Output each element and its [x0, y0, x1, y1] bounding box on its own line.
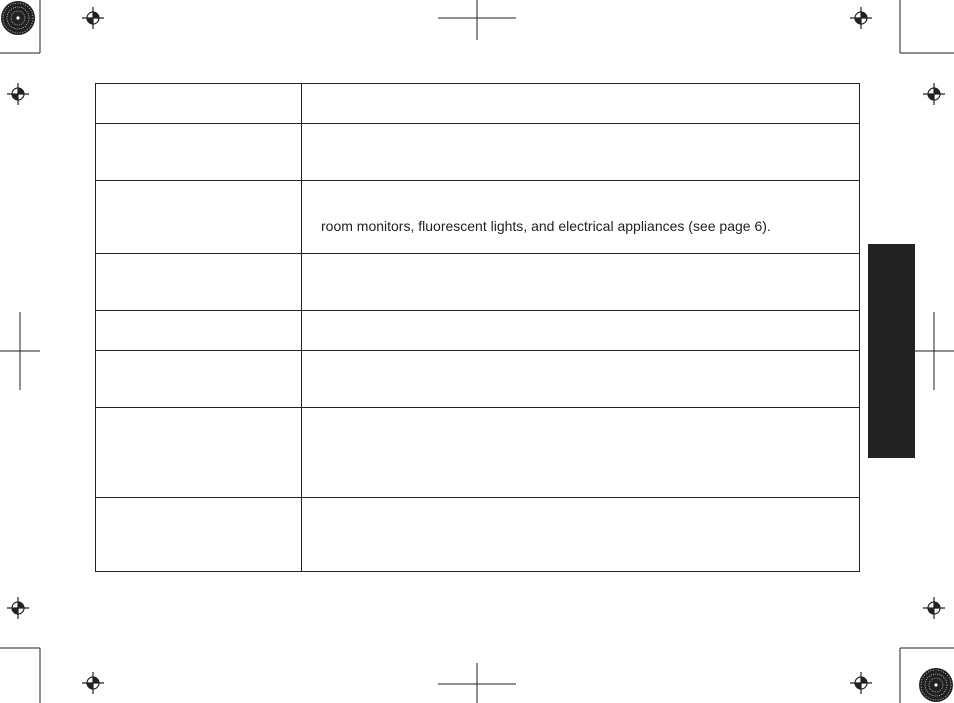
solution-cell [302, 84, 860, 124]
table-row [96, 498, 860, 572]
solution-cell [302, 351, 860, 408]
registration-mark-top-left [82, 7, 104, 29]
problem-cell [96, 311, 302, 351]
table-row [96, 408, 860, 498]
problem-cell [96, 84, 302, 124]
solution-cell [302, 408, 860, 498]
table-row [96, 351, 860, 408]
solution-cell [302, 498, 860, 572]
registration-mark-left-upper [7, 83, 29, 105]
registration-mark-left-lower [7, 597, 29, 619]
table-row [96, 84, 860, 124]
registration-mark-right-upper [923, 83, 945, 105]
section-edge-tab [868, 244, 915, 458]
registration-mark-bottom-right [850, 672, 872, 694]
solution-cell [302, 124, 860, 181]
problem-cell [96, 408, 302, 498]
problem-cell [96, 181, 302, 254]
problem-cell [96, 124, 302, 181]
troubleshooting-table [95, 83, 860, 572]
registration-mark-bottom-left [82, 672, 104, 694]
registration-mark-right-lower [923, 597, 945, 619]
registration-mark-top-right [850, 7, 872, 29]
solution-cell: room monitors, fluorescent lights, and electrical appliances (see page 6). [302, 181, 860, 254]
problem-cell [96, 254, 302, 311]
problem-cell [96, 498, 302, 572]
table-row [96, 254, 860, 311]
starburst-mark-bottom-right [919, 668, 953, 702]
solution-cell [302, 254, 860, 311]
starburst-mark-top-left [1, 1, 35, 35]
problem-cell [96, 351, 302, 408]
solution-cell [302, 311, 860, 351]
table-row [96, 181, 860, 254]
table-row [96, 311, 860, 351]
table-row [96, 124, 860, 181]
